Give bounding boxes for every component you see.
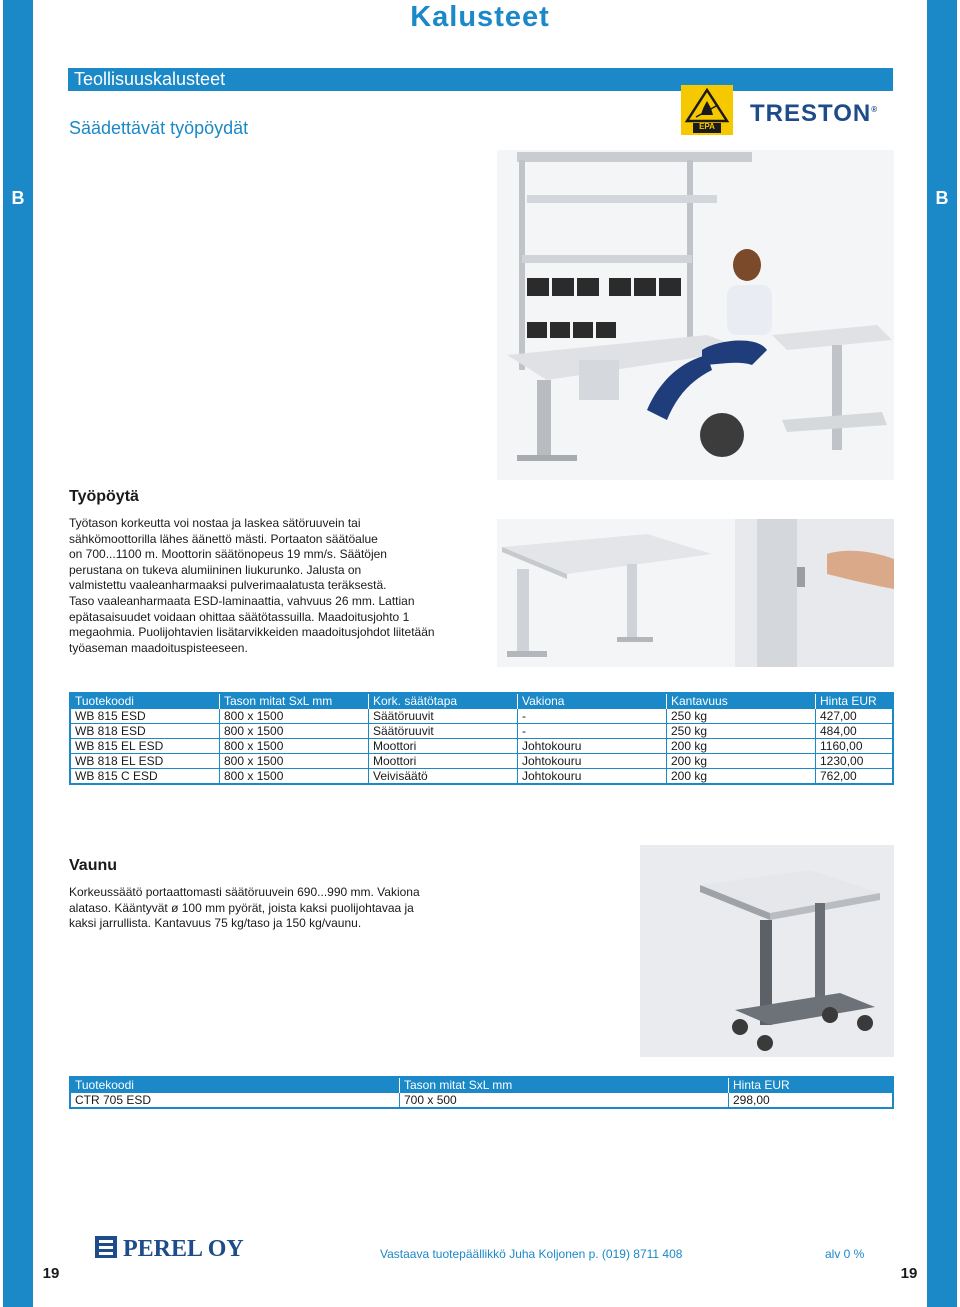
table-header-row bbox=[70, 1077, 893, 1093]
treston-wordmark: TRESTON bbox=[750, 100, 872, 127]
table-cell: Moottori bbox=[369, 754, 518, 769]
desk-frame-photo bbox=[497, 519, 894, 667]
table-cell: Moottori bbox=[369, 739, 518, 754]
table-cell: 1160,00 bbox=[816, 739, 894, 754]
table-cell: - bbox=[518, 709, 667, 724]
left-page-number: 19 bbox=[42, 1265, 60, 1282]
table-cell: 800 x 1500 bbox=[220, 709, 369, 724]
treston-registered-mark: ® bbox=[871, 105, 879, 114]
column-header: Kork. säätötapa bbox=[369, 693, 518, 709]
workbench-description-line: on 700...1100 m. Moottorin säätönopeus 19 mm/s. Säätöjen bbox=[69, 547, 387, 562]
table-cell: 800 x 1500 bbox=[220, 769, 369, 785]
column-header: Tuotekoodi bbox=[70, 693, 220, 709]
section-bar bbox=[68, 68, 893, 91]
table-cell: WB 815 EL ESD bbox=[70, 739, 220, 754]
workbench-description-line: perustana on tukeva alumiininen liukurunko. Jalusta on bbox=[69, 562, 362, 577]
table-cell: CTR 705 ESD bbox=[70, 1093, 400, 1109]
table-cell: WB 815 ESD bbox=[70, 709, 220, 724]
page-title: Kalusteet bbox=[410, 1, 550, 33]
table-cell: 298,00 bbox=[729, 1093, 894, 1109]
trolley-description-line: Korkeussäätö portaattomasti säätöruuvein 690...990 mm. Vakiona bbox=[69, 885, 420, 899]
perel-wordmark: PEREL OY bbox=[123, 1236, 244, 1262]
table-header-row bbox=[70, 693, 893, 709]
workbench-description-line: Työtason korkeutta voi nostaa ja laskea sätöruuvein tai bbox=[69, 516, 361, 530]
table-row bbox=[70, 739, 893, 754]
trolley-description-line: alataso. Kääntyvät ø 100 mm pyörät, joista kaksi puolijohtavaa ja bbox=[69, 900, 414, 915]
column-header: Kantavuus bbox=[667, 693, 816, 709]
table-cell: Johtokouru bbox=[518, 754, 667, 769]
table-row bbox=[70, 724, 893, 739]
column-header: Tason mitat SxL mm bbox=[400, 1077, 729, 1093]
right-page-number: 19 bbox=[900, 1265, 918, 1282]
table-row bbox=[70, 1093, 893, 1109]
table-cell: 700 x 500 bbox=[400, 1093, 729, 1109]
table-cell: 800 x 1500 bbox=[220, 754, 369, 769]
table-row bbox=[70, 754, 893, 769]
treston-logo bbox=[750, 100, 878, 128]
trolley-photo bbox=[640, 845, 894, 1057]
workbench-description-line: epätasaisuudet voidaan ohittaa säätötassuilla. Maadoitusjohto 1 bbox=[69, 609, 410, 624]
workbench-description-line: työaseman maadoituspisteeseen. bbox=[69, 640, 248, 655]
table-cell: 762,00 bbox=[816, 769, 894, 785]
trolley-price-table bbox=[69, 1076, 894, 1109]
table-cell: Johtokouru bbox=[518, 769, 667, 785]
table-cell: 250 kg bbox=[667, 709, 816, 724]
table-row bbox=[70, 769, 893, 785]
table-cell: 1230,00 bbox=[816, 754, 894, 769]
table-cell: Säätöruuvit bbox=[369, 724, 518, 739]
right-section-letter: B bbox=[935, 188, 949, 208]
table-cell: 800 x 1500 bbox=[220, 724, 369, 739]
footer-contact: Vastaava tuotepäällikkö Juha Koljonen p. (019) 8711 408 bbox=[380, 1247, 683, 1261]
table-cell: 200 kg bbox=[667, 754, 816, 769]
table-row bbox=[70, 709, 893, 724]
trolley-description bbox=[69, 885, 420, 932]
table-cell: 200 kg bbox=[667, 739, 816, 754]
column-header: Tason mitat SxL mm bbox=[220, 693, 369, 709]
table-cell: WB 818 EL ESD bbox=[70, 754, 220, 769]
table-cell: Johtokouru bbox=[518, 739, 667, 754]
table-cell: 800 x 1500 bbox=[220, 739, 369, 754]
workbench-description-line: Taso vaaleanharmaata ESD-laminaattia, vahvuus 26 mm. Lattian bbox=[69, 593, 415, 608]
workbench-description-line: valmistettu vaaleanharmaaksi pulverimaalatusta teräksestä. bbox=[69, 578, 387, 593]
trolley-heading: Vaunu bbox=[69, 857, 118, 874]
workbench-heading: Työpöytä bbox=[69, 488, 139, 505]
table-cell: Veivisäätö bbox=[369, 769, 518, 785]
workstation-photo bbox=[497, 150, 894, 480]
workbench-price-table bbox=[69, 692, 894, 785]
table-cell: WB 818 ESD bbox=[70, 724, 220, 739]
column-header: Hinta EUR bbox=[729, 1077, 894, 1093]
table-cell: 484,00 bbox=[816, 724, 894, 739]
trolley-description-line: kaksi jarrullista. Kantavuus 75 kg/taso ja 150 kg/vaunu. bbox=[69, 916, 362, 931]
page-subtitle: Säädettävät työpöydät bbox=[69, 118, 249, 138]
footer-vat: alv 0 % bbox=[825, 1247, 865, 1261]
table-cell: WB 815 C ESD bbox=[70, 769, 220, 785]
workbench-description-line: sähkömoottorilla lähes äänettö mästi. Portaaton säätöalue bbox=[69, 531, 378, 546]
table-cell: - bbox=[518, 724, 667, 739]
table-cell: 200 kg bbox=[667, 769, 816, 785]
section-title: Teollisuuskalusteet bbox=[74, 69, 226, 89]
epa-label: EPA bbox=[699, 122, 715, 131]
workbench-description-line: megaohmia. Puolijohtavien lisätarvikkeiden maadoitusjohdot liitetään bbox=[69, 625, 435, 640]
left-section-letter: B bbox=[11, 188, 25, 208]
table-cell: 250 kg bbox=[667, 724, 816, 739]
column-header: Hinta EUR bbox=[816, 693, 894, 709]
column-header: Vakiona bbox=[518, 693, 667, 709]
perel-logo bbox=[95, 1232, 265, 1262]
table-cell: Säätöruuvit bbox=[369, 709, 518, 724]
table-cell: 427,00 bbox=[816, 709, 894, 724]
column-header: Tuotekoodi bbox=[70, 1077, 400, 1093]
workbench-description bbox=[69, 516, 435, 656]
